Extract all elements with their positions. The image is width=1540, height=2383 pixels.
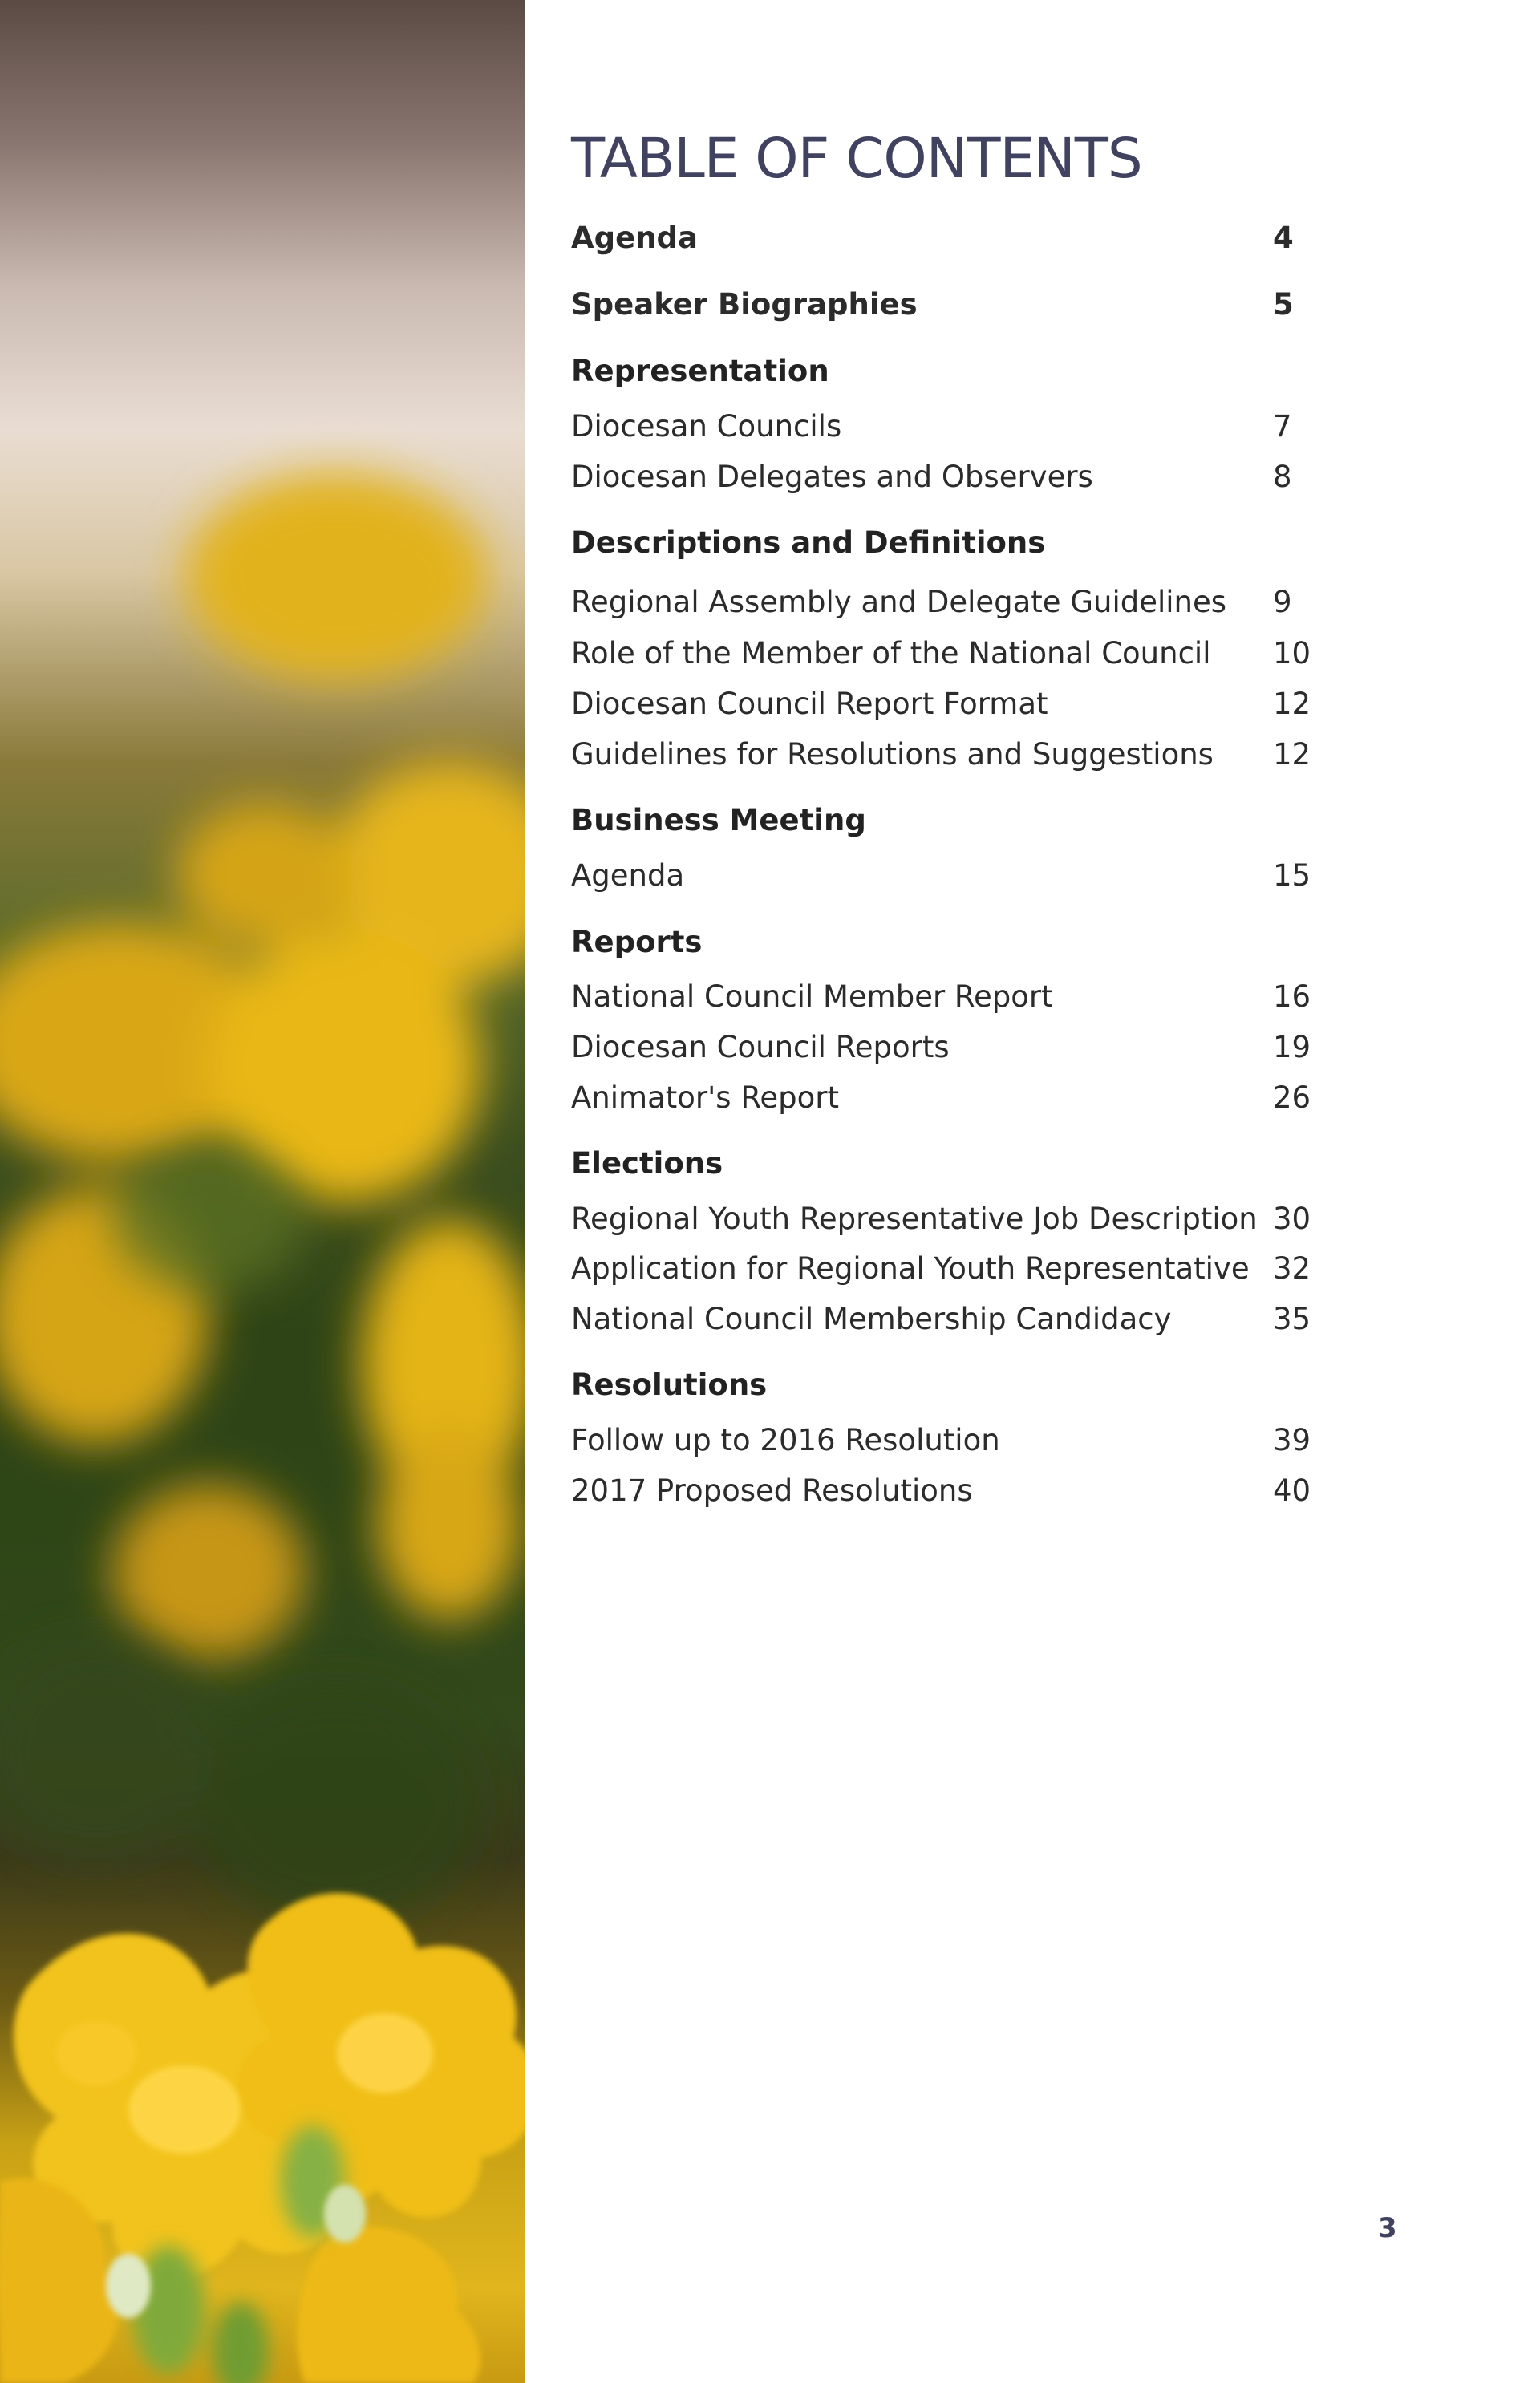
toc-entry-label: Regional Youth Representative Job Description: [571, 1202, 1258, 1236]
yellow-flowers-photo: [0, 0, 525, 2383]
toc-entry-page: 40: [1273, 1473, 1311, 1508]
toc-entry-page: 12: [1273, 687, 1311, 721]
toc-entry-page: 16: [1273, 979, 1311, 1014]
toc-entry-page: 7: [1273, 409, 1292, 444]
toc-entry-label: National Council Member Report: [571, 979, 1053, 1014]
section-heading: Representation: [571, 354, 829, 388]
toc-entry-label: Speaker Biographies: [571, 287, 918, 322]
toc-entry-page: 35: [1273, 1302, 1311, 1336]
flower-illustration: [0, 0, 525, 2383]
toc-entry-label: Agenda: [571, 858, 685, 893]
toc-entry-page: 10: [1273, 636, 1311, 671]
toc-entry[interactable]: [571, 407, 1317, 447]
section-heading: Business Meeting: [571, 803, 866, 837]
toc-entry-page: 8: [1273, 460, 1292, 494]
toc-entry-label: Application for Regional Youth Representative: [571, 1251, 1250, 1286]
section-heading: Descriptions and Definitions: [571, 525, 1046, 560]
toc-entry[interactable]: [571, 1471, 1317, 1511]
toc-entry-label: Follow up to 2016 Resolution: [571, 1423, 1000, 1457]
toc-entry[interactable]: [571, 582, 1317, 622]
toc-entry-label: Role of the Member of the National Council: [571, 636, 1211, 671]
toc-entry-page: 19: [1273, 1030, 1311, 1064]
toc-entry[interactable]: [571, 735, 1317, 775]
toc-entry[interactable]: [571, 285, 1317, 325]
section-heading: Resolutions: [571, 1368, 768, 1402]
toc-entry[interactable]: [571, 977, 1317, 1017]
toc-entry-label: National Council Membership Candidacy: [571, 1302, 1172, 1336]
toc-entry[interactable]: [571, 1078, 1317, 1118]
toc-entry[interactable]: [571, 1027, 1317, 1068]
toc-entry[interactable]: [571, 856, 1317, 896]
toc-entry-label: Diocesan Councils: [571, 409, 842, 444]
toc-entry-label: 2017 Proposed Resolutions: [571, 1473, 973, 1508]
toc-entry-label: Guidelines for Resolutions and Suggestions: [571, 737, 1214, 772]
toc-entry[interactable]: [571, 1420, 1317, 1461]
toc-entry-page: 15: [1273, 858, 1311, 893]
toc-entry-page: 32: [1273, 1251, 1311, 1286]
toc-entry-label: Diocesan Council Report Format: [571, 687, 1048, 721]
page-title: TABLE OF CONTENTS: [571, 127, 1142, 191]
section-heading: Elections: [571, 1146, 723, 1181]
toc-entry[interactable]: [571, 1199, 1317, 1239]
toc-entry[interactable]: [571, 1299, 1317, 1339]
toc-entry[interactable]: [571, 457, 1317, 497]
page-number: 3: [1378, 2212, 1397, 2244]
toc-entry-label: Regional Assembly and Delegate Guidelines: [571, 585, 1227, 619]
toc-entry-page: 5: [1273, 287, 1294, 322]
section-heading: Reports: [571, 925, 703, 959]
toc-entry-page: 4: [1273, 221, 1294, 255]
toc-entry-page: 9: [1273, 585, 1292, 619]
toc-entry-label: Agenda: [571, 221, 699, 255]
toc-entry-page: 30: [1273, 1202, 1311, 1236]
toc-entry[interactable]: [571, 684, 1317, 724]
toc-entry[interactable]: [571, 634, 1317, 674]
toc-entry-page: 26: [1273, 1080, 1311, 1115]
toc-entry-label: Diocesan Delegates and Observers: [571, 460, 1093, 494]
toc-entry[interactable]: [571, 1249, 1317, 1289]
toc-entry-label: Animator's Report: [571, 1080, 839, 1115]
toc-entry[interactable]: [571, 218, 1317, 258]
toc-entry-page: 39: [1273, 1423, 1311, 1457]
toc-entry-label: Diocesan Council Reports: [571, 1030, 950, 1064]
toc-entry-page: 12: [1273, 737, 1311, 772]
